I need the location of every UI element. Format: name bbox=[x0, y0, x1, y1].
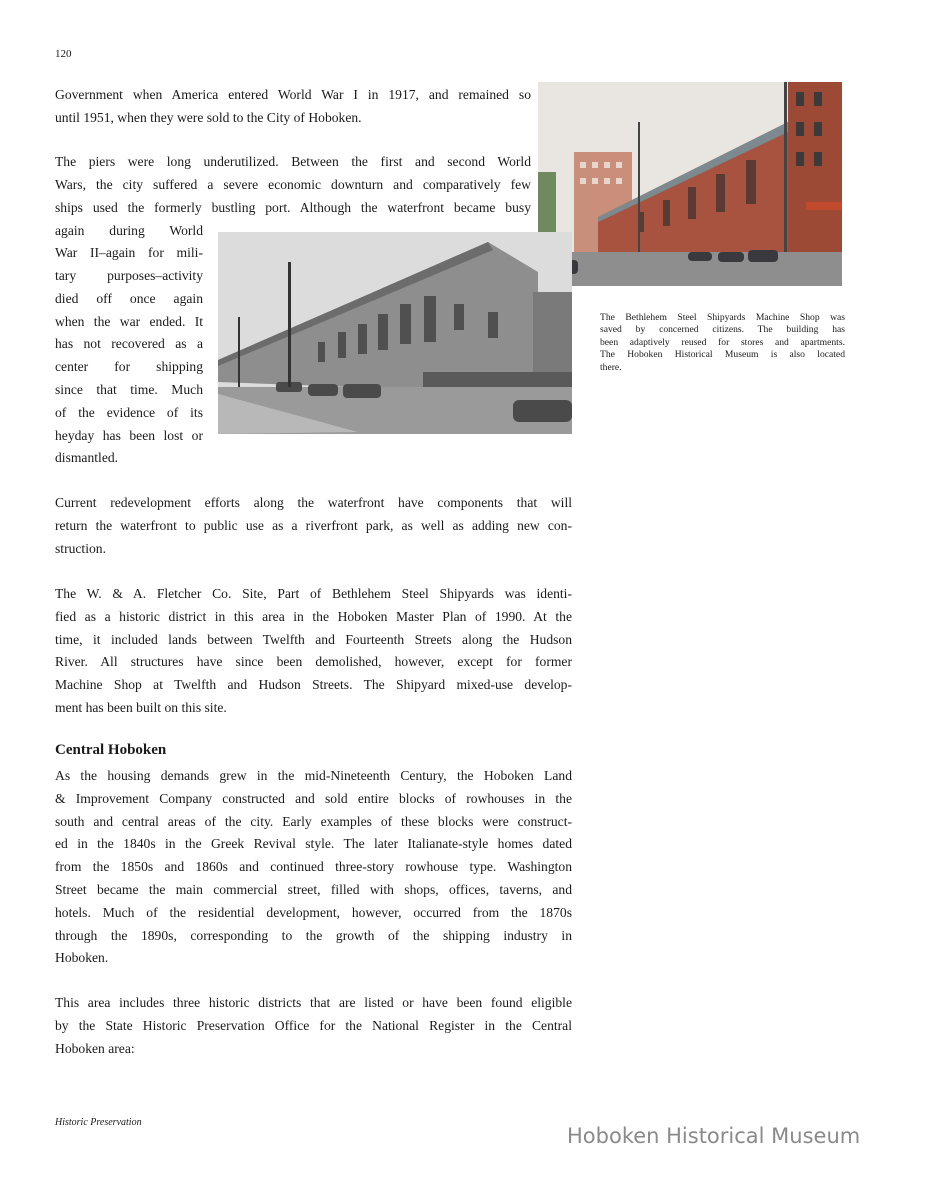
text-line: since that time. Much bbox=[55, 382, 203, 398]
paragraph-6 bbox=[55, 992, 572, 1060]
text-line: return the waterfront to public use as a riverfront park, as well as adding new con- bbox=[55, 517, 572, 533]
text-line: center for shipping bbox=[55, 359, 203, 375]
text-line: Street became the main commercial street, filled with shops, offices, taverns, and bbox=[55, 881, 572, 897]
paragraph-4 bbox=[55, 583, 572, 720]
text-line: The W. & A. Fletcher Co. Site, Part of Bethlehem Steel Shipyards was identi- bbox=[55, 586, 572, 601]
text-line: Hoboken area: bbox=[55, 1040, 135, 1056]
text-line: saved by concerned citizens. The building has bbox=[600, 324, 845, 336]
watermark: Hoboken Historical Museum bbox=[567, 1124, 861, 1148]
text-line: when the war ended. It bbox=[55, 313, 203, 329]
text-line: This area includes three historic districts that are listed or have been found eligible bbox=[55, 995, 572, 1010]
text-line: ships used the formerly bustling port. Although the waterfront became busy bbox=[55, 199, 531, 215]
text-line: The Bethlehem Steel Shipyards Machine Shop was bbox=[600, 312, 845, 323]
text-line: War II–again for mili- bbox=[55, 245, 203, 261]
machine-shop-historic-photo bbox=[218, 232, 572, 434]
text-line: has not recovered as a bbox=[55, 336, 203, 352]
text-line: dismantled. bbox=[55, 450, 119, 466]
text-line: ment has been built on this site. bbox=[55, 699, 227, 715]
paragraph-2-narrow bbox=[55, 220, 203, 471]
text-line: Government when America entered World War I in 1917, and remained so bbox=[55, 87, 531, 102]
text-line: heyday has been lost or bbox=[55, 427, 203, 443]
text-line: Current redevelopment efforts along the waterfront have components that will bbox=[55, 495, 572, 510]
text-line: Machine Shop at Twelfth and Hudson Streets. The Shipyard mixed-use develop- bbox=[55, 677, 572, 693]
text-line: Hoboken. bbox=[55, 950, 109, 966]
text-line: south and central areas of the city. Early examples of these blocks were construct- bbox=[55, 813, 572, 829]
paragraph-1 bbox=[55, 84, 531, 130]
text-line: time, it included lands between Twelfth and Fourteenth Streets along the Hudson bbox=[55, 631, 572, 647]
text-line: from the 1850s and 1860s and continued three-story rowhouse type. Washington bbox=[55, 859, 572, 875]
text-line: tary purposes–activity bbox=[55, 268, 203, 284]
text-line: there. bbox=[600, 361, 622, 373]
section-heading: Central Hoboken bbox=[55, 742, 167, 758]
text-line: until 1951, when they were sold to the City of Hoboken. bbox=[55, 109, 362, 125]
text-line: hotels. Much of the residential development, however, occurred from the 1870s bbox=[55, 904, 572, 920]
text-line: & Improvement Company constructed and sold entire blocks of rowhouses in the bbox=[55, 790, 572, 806]
text-line: The piers were long underutilized. Between the first and second World bbox=[55, 154, 531, 169]
text-line: been adaptively reused for stores and apartments. bbox=[600, 336, 845, 348]
text-line: of the evidence of its bbox=[55, 404, 203, 420]
text-line: Wars, the city suffered a severe economic downturn and comparatively few bbox=[55, 176, 531, 192]
text-line: struction. bbox=[55, 540, 106, 556]
text-line: ed in the 1840s in the Greek Revival style. The later Italianate-style homes dated bbox=[55, 836, 572, 852]
text-line: fied as a historic district in this area in the Hoboken Master Plan of 1990. At the bbox=[55, 608, 572, 624]
text-line: through the 1890s, corresponding to the growth of the shipping industry in bbox=[55, 927, 572, 943]
paragraph-3 bbox=[55, 492, 572, 560]
footer-section-title: Historic Preservation bbox=[55, 1117, 142, 1128]
text-line: again during World bbox=[55, 222, 203, 238]
paragraph-2 bbox=[55, 151, 531, 219]
page-number: 120 bbox=[55, 48, 72, 60]
photo-caption bbox=[600, 312, 845, 374]
text-line: River. All structures have since been demolished, however, except for former bbox=[55, 654, 572, 670]
paragraph-5 bbox=[55, 765, 572, 970]
text-line: by the State Historic Preservation Office for the National Register in the Central bbox=[55, 1017, 572, 1033]
machine-shop-color-photo bbox=[538, 82, 842, 286]
text-line: As the housing demands grew in the mid-Nineteenth Century, the Hoboken Land bbox=[55, 768, 572, 783]
text-line: The Hoboken Historical Museum is also located bbox=[600, 349, 845, 361]
text-line: died off once again bbox=[55, 290, 203, 306]
